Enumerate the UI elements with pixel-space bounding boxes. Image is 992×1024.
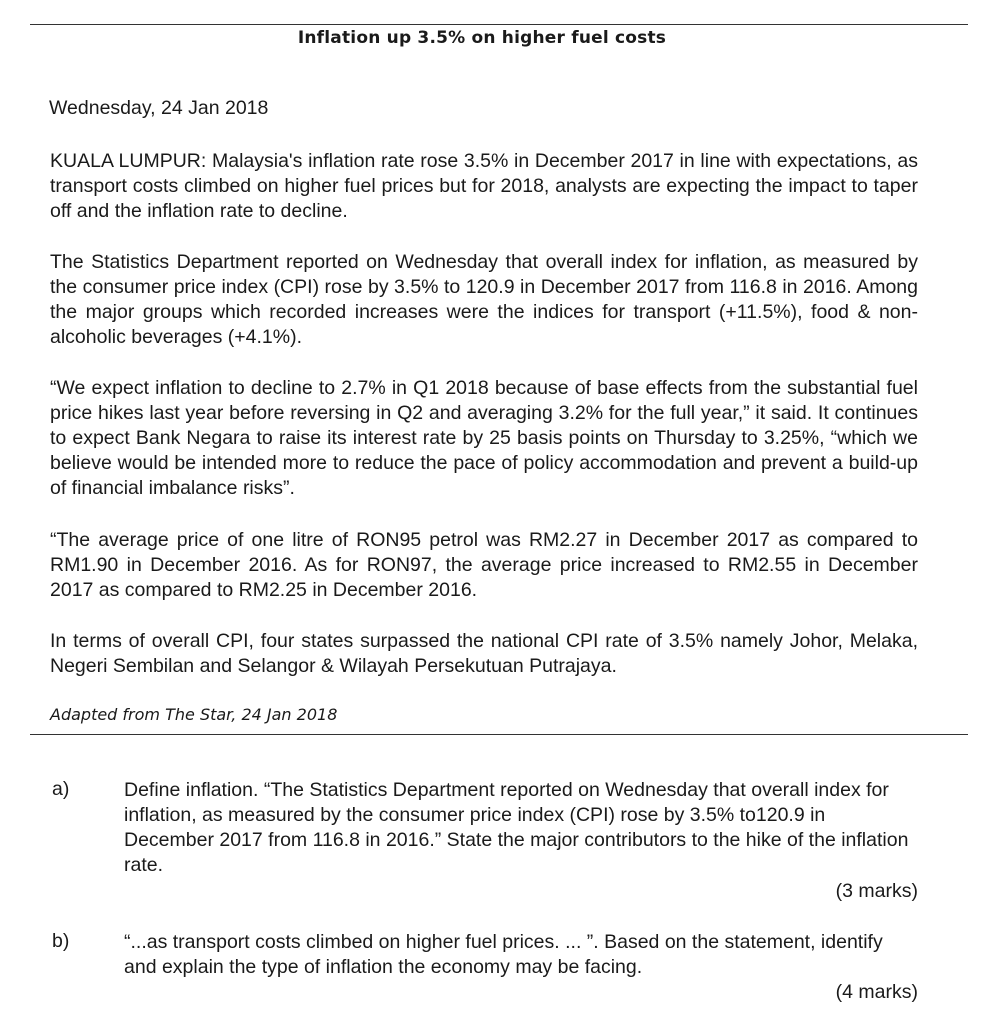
question-b-label: b) [52,930,70,952]
question-b-marks: (4 marks) [835,981,918,1003]
article-paragraph: In terms of overall CPI, four states surpassed the national CPI rate of 3.5% namely Johor, Melaka, Negeri Sembilan and Selangor & Wilayah Persekutuan Putrajaya. [50,630,918,677]
article-paragraph: KUALA LUMPUR: Malaysia's inflation rate rose 3.5% in December 2017 in line with expectations, as transport costs climbed on higher fuel prices but for 2018, analysts are expecting the impact to taper off and the inflation rate to decline. [50,150,918,222]
section-divider [30,734,968,735]
article-paragraph: “The average price of one litre of RON95 petrol was RM2.27 in December 2017 as compared to RM1.90 in December 2016. As for RON97, the average price increased to RM2.55 in December 2017 as compared to RM2.25 in December 2016. [50,529,918,601]
question-a-text: Define inflation. “The Statistics Department reported on Wednesday that overall index for inflation, as measured by the consumer price index (CPI) rose by 3.5% to120.9 in December 2017 from 116.8 in 2016.” State the major contributors to the hike of the inflation rate. [124,779,909,876]
article-paragraph: “We expect inflation to decline to 2.7% in Q1 2018 because of base effects from the substantial fuel price hikes last year before reversing in Q2 and averaging 3.2% for the full year,” it said. It continues to expect Bank Negara to raise its interest rate by 25 basis points on Thursday to 3.25%, “which we believe would be intended more to reduce the pace of policy accommodation and prevent a build-up of financial imbalance risks”. [50,377,918,499]
article-title: Inflation up 3.5% on higher fuel costs [297,28,667,48]
question-a-label: a) [52,778,70,800]
top-divider [30,24,968,25]
question-b-text: “...as transport costs climbed on higher fuel prices. ... ”. Based on the statement, identify and explain the type of inflation the economy may be facing. [124,931,883,978]
article-paragraph: The Statistics Department reported on Wednesday that overall index for inflation, as measured by the consumer price index (CPI) rose by 3.5% to 120.9 in December 2017 from 116.8 in 2016. Among the major groups which recorded increases were the indices for transport (+11.5%), food & non-alcoholic beverages (+4.1%). [50,251,918,348]
article-date: Wednesday, 24 Jan 2018 [49,97,269,119]
question-a-marks: (3 marks) [835,880,918,902]
article-source: Adapted from The Star, 24 Jan 2018 [50,705,338,724]
